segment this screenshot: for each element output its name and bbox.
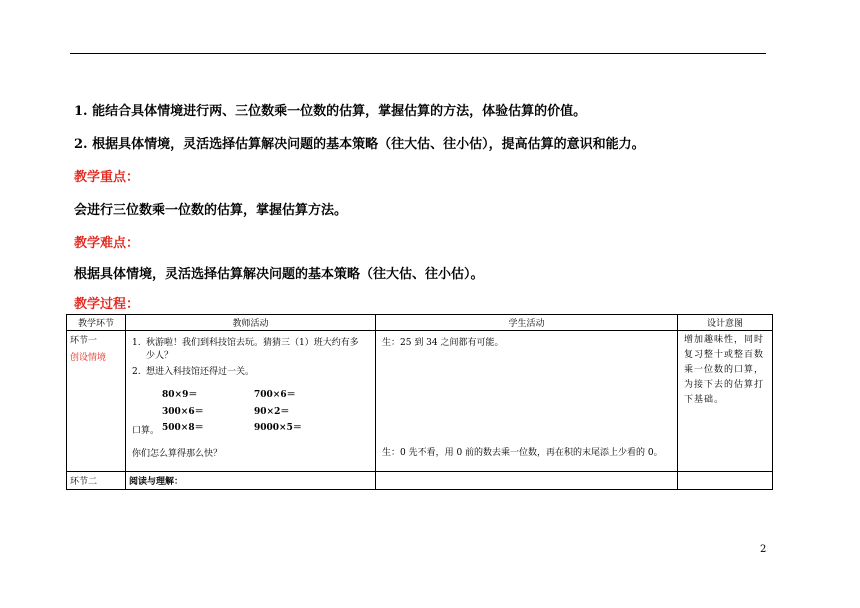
stage-cell bbox=[67, 331, 126, 472]
page-number: 2 bbox=[760, 544, 767, 555]
oral-calc-label: 口算。 bbox=[132, 426, 160, 436]
calc-item: 80×9＝ bbox=[162, 390, 198, 400]
calc-item: 500×8＝ bbox=[162, 423, 204, 433]
teacher-activity-cell bbox=[126, 331, 376, 472]
objective-1: 1. 能结合具体情境进行两、三位数乘一位数的估算，掌握估算的方法，体验估算的价值。 bbox=[74, 104, 587, 119]
teacher-item-number: 1. bbox=[132, 338, 141, 348]
lesson-plan-table bbox=[66, 314, 773, 490]
teacher-item-text: 想进入科技馆还得过一关。 bbox=[146, 367, 255, 377]
stage-cell: 环节二 bbox=[67, 472, 126, 490]
header-stage: 教学环节 bbox=[67, 315, 126, 331]
teacher-item-1 bbox=[132, 337, 364, 363]
header-design: 设计意图 bbox=[678, 315, 773, 331]
table-row bbox=[67, 331, 773, 472]
design-intent-cell bbox=[678, 472, 773, 490]
student-answer-2: 生：0 先不看，用 0 前的数去乘一位数，再在积的末尾添上少看的 0。 bbox=[382, 448, 663, 458]
calc-item: 300×6＝ bbox=[162, 407, 204, 417]
key-point-text: 会进行三位数乘一位数的估算，掌握估算方法。 bbox=[74, 203, 348, 218]
header-teacher: 教师活动 bbox=[126, 315, 376, 331]
design-intent-cell: 增加趣味性，同时复习整十或整百数乘一位数的口算，为接下去的估算打下基础。 bbox=[678, 331, 773, 472]
teacher-item-number: 2. bbox=[132, 367, 141, 377]
teacher-item-2 bbox=[132, 366, 364, 379]
student-answer-1: 生：25 到 34 之间都有可能。 bbox=[382, 338, 504, 348]
calc-item: 9000×5＝ bbox=[254, 423, 302, 433]
student-activity-cell bbox=[376, 472, 678, 490]
teacher-activity-cell: 阅读与理解： bbox=[126, 472, 376, 490]
objective-2: 2. 根据具体情境，灵活选择估算解决问题的基本策略（往大估、往小估），提高估算的意识和能力。 bbox=[74, 137, 645, 152]
header-student: 学生活动 bbox=[376, 315, 678, 331]
calc-item: 90×2＝ bbox=[254, 407, 290, 417]
table-row bbox=[67, 472, 773, 490]
difficult-point-heading: 教学难点： bbox=[74, 236, 140, 251]
calc-item: 700×6＝ bbox=[254, 390, 296, 400]
student-activity-cell bbox=[376, 331, 678, 472]
key-point-heading: 教学重点： bbox=[74, 170, 140, 185]
stage-label: 环节一 bbox=[70, 336, 98, 346]
stage-name: 创设情境 bbox=[70, 353, 107, 363]
teacher-question: 你们怎么算得那么快？ bbox=[132, 449, 223, 459]
table-header-row bbox=[67, 315, 773, 331]
teacher-item-text: 秋游啦！我们到科技馆去玩。猜猜三（1）班大约有多少人？ bbox=[146, 338, 359, 361]
process-heading: 教学过程： bbox=[74, 297, 140, 312]
difficult-point-text: 根据具体情境，灵活选择估算解决问题的基本策略（往大估、往小估）。 bbox=[74, 267, 484, 282]
header-rule bbox=[70, 53, 766, 54]
